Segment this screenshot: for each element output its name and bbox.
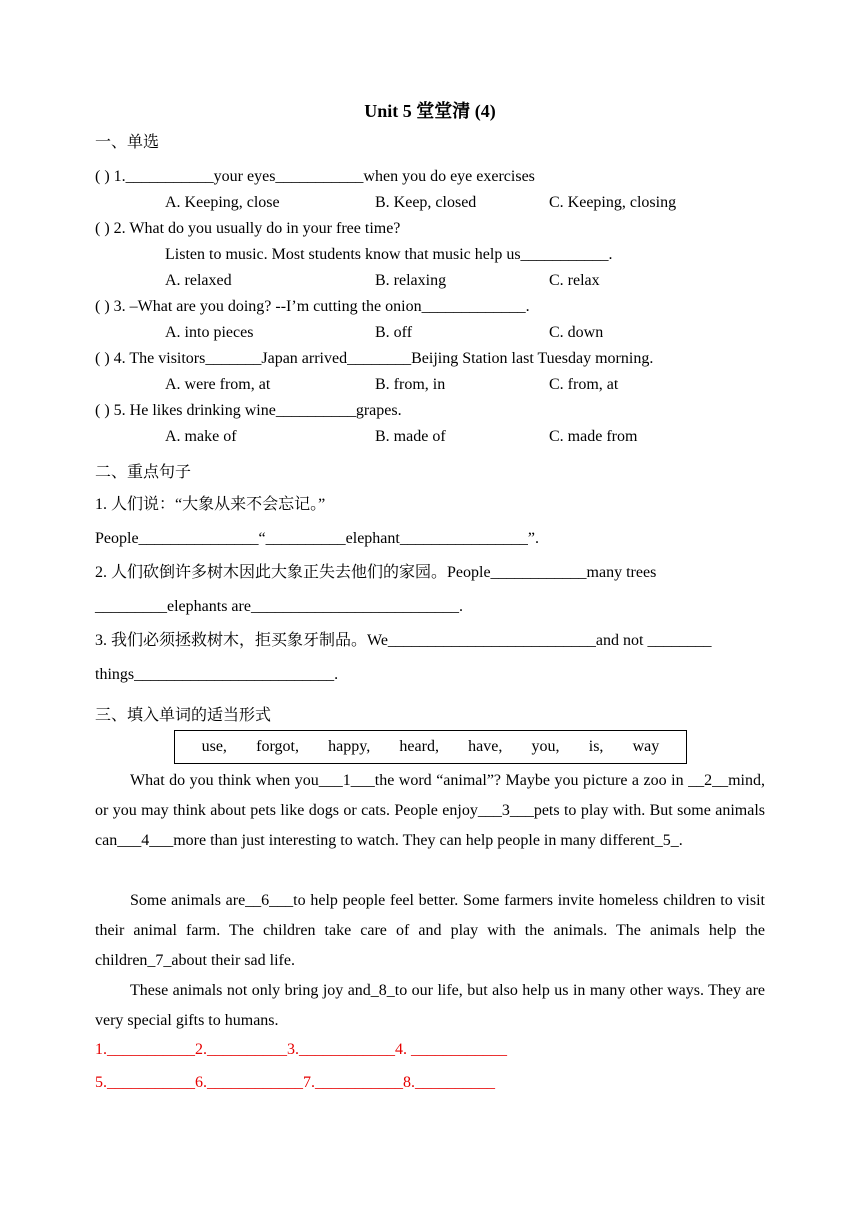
sentence-3-line2: things_________________________. <box>95 666 339 683</box>
word-bank-item: heard, <box>399 738 439 755</box>
sentence-1-english: People_______________“__________elephant________________”. <box>95 530 539 547</box>
question-3-stem: ( ) 3. –What are you doing? --I’m cutting the onion_____________. <box>95 298 530 315</box>
word-bank-item: forgot, <box>256 738 299 755</box>
word-bank-item: use, <box>201 738 227 755</box>
question-3-option-c: C. down <box>549 324 604 341</box>
question-5-option-a: A. make of <box>165 428 237 445</box>
question-1-option-b: B. Keep, closed <box>375 194 477 211</box>
passage-paragraph-1: What do you think when you___1___the word “animal”? Maybe you picture a zoo in __2__mind, or you may think about pets like dogs or cats. People enjoy___3___pets to play with. But some animals can___4___more than just interesting to watch. They can help people in many different_5_. <box>95 772 765 849</box>
question-4-stem: ( ) 4. The visitors_______Japan arrived________Beijing Station last Tuesday morning. <box>95 350 654 367</box>
question-1-option-c: C. Keeping, closing <box>549 194 677 211</box>
question-2-option-c: C. relax <box>549 272 600 289</box>
passage-paragraph-2: Some animals are__6___to help people feel better. Some farmers invite homeless children to visit their animal farm. The children take care of and play with the animals. The animals help the children_7_about their sad life. <box>95 892 765 969</box>
passage-paragraph-3: These animals not only bring joy and_8_to our life, but also help us in many other ways. They are very special gifts to humans. <box>95 982 765 1029</box>
question-2-stem: ( ) 2. What do you usually do in your free time? <box>95 220 401 237</box>
page-title: Unit 5 堂堂清 (4) <box>364 101 496 121</box>
section-heading-key-sentences: 二、重点句子 <box>95 464 192 481</box>
sentence-1-chinese: 1. 人们说：“大象从来不会忘记。” <box>95 496 326 513</box>
sentence-2-line2: _________elephants are__________________________. <box>95 598 463 615</box>
word-bank-box <box>174 730 687 764</box>
word-bank-item: have, <box>468 738 503 755</box>
question-2-option-b: B. relaxing <box>375 272 447 289</box>
word-bank-item: happy, <box>328 738 371 755</box>
answer-blanks-row-1: 1.___________2.__________3.____________4. ____________ <box>95 1041 507 1058</box>
question-5-stem: ( ) 5. He likes drinking wine__________grapes. <box>95 402 402 419</box>
word-bank-item: you, <box>531 738 560 755</box>
question-2-line2: Listen to music. Most students know that music help us___________. <box>165 246 613 263</box>
sentence-2-line1: 2. 人们砍倒许多树木因此大象正失去他们的家园。People____________many trees <box>95 564 657 581</box>
question-1-option-a: A. Keeping, close <box>165 194 280 211</box>
question-4-option-a: A. were from, at <box>165 376 271 393</box>
section-heading-single-choice: 一、单选 <box>95 134 160 151</box>
question-3-option-b: B. off <box>375 324 413 341</box>
answer-blanks-row-2: 5.___________6.____________7.___________8.__________ <box>95 1074 495 1091</box>
question-1-stem: ( ) 1.___________your eyes___________when you do eye exercises <box>95 168 535 185</box>
sentence-3-line1: 3. 我们必须拯救树木，拒买象牙制品。We__________________________and not ________ <box>95 632 712 649</box>
word-bank-item: way <box>632 738 660 755</box>
question-5-option-b: B. made of <box>375 428 446 445</box>
question-4-option-b: B. from, in <box>375 376 446 393</box>
question-2-option-a: A. relaxed <box>165 272 232 289</box>
question-3-option-a: A. into pieces <box>165 324 254 341</box>
question-4-option-c: C. from, at <box>549 376 619 393</box>
word-bank-item: is, <box>588 738 604 755</box>
section-heading-word-forms: 三、填入单词的适当形式 <box>95 707 272 724</box>
question-5-option-c: C. made from <box>549 428 638 445</box>
